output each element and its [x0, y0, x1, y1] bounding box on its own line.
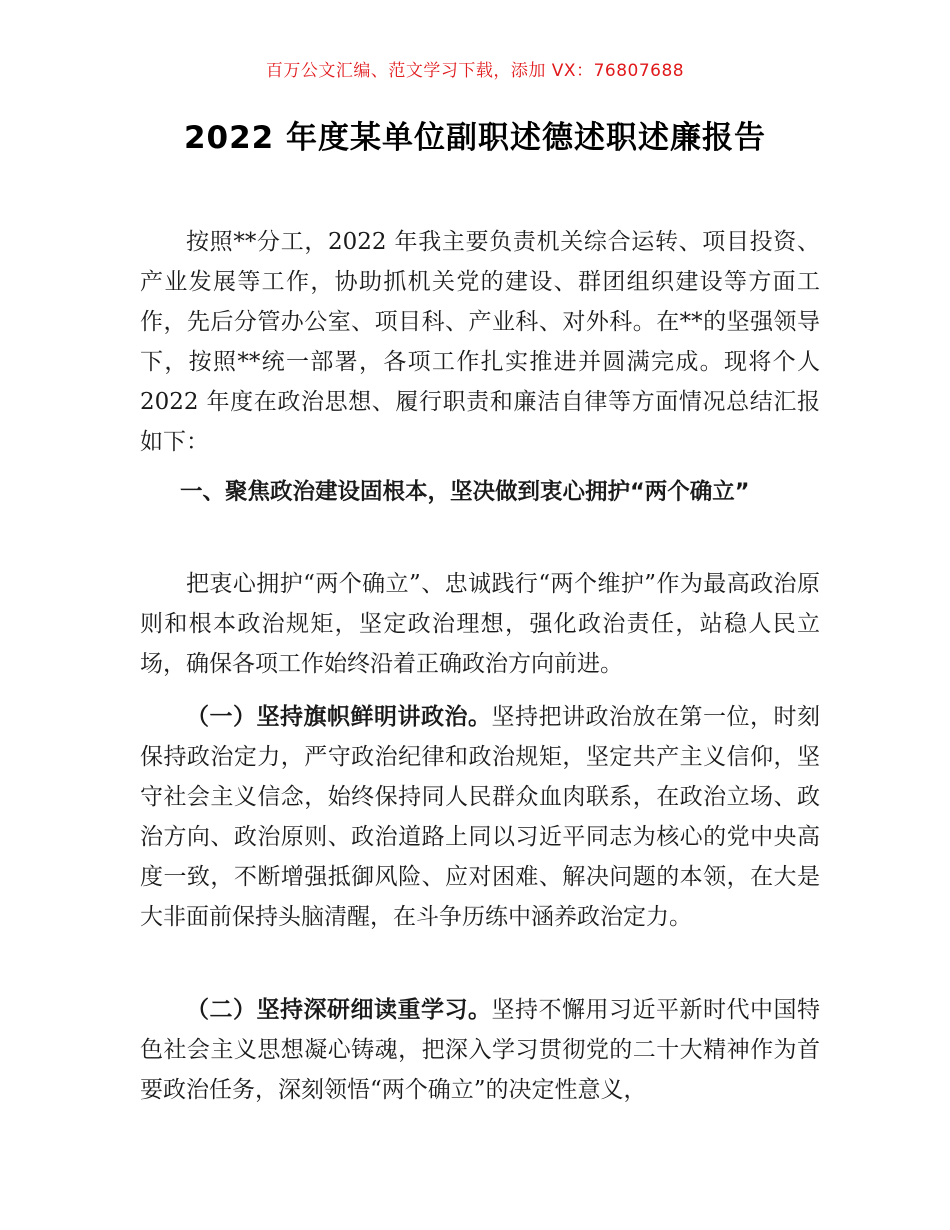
section-1-paragraph: 把衷心拥护“两个确立”、忠诚践行“两个维护”作为最高政治原则和根本政治规矩，坚定政治理想，强化政治责任，站稳人民立场，确保各项工作始终沿着正确政治方向前进。	[140, 571, 820, 677]
item-2-text: 坚持不懈用习近平新时代中国特色社会主义思想凝心铸魂，把深入学习贯彻党的二十大精神作为首要政治任务，深刻领悟“两个确立”的决定性意义，	[140, 997, 820, 1103]
item-1-text: 坚持把讲政治放在第一位，时刻保持政治定力，严守政治纪律和政治规矩，坚定共产主义信仰，坚守社会主义信念，始终保持同人民群众血肉联系，在政治立场、政治方向、政治原则、政治道路上同以习近平同志为核心的党中央高度一致，不断增强抵御风险、应对困难、解决问题的本领，在大是大非面前保持头脑清醒，在斗争历练中涵养政治定力。	[140, 704, 820, 930]
document-title: 2022 年度某单位副职述德述职述廉报告	[183, 120, 767, 156]
item-1-lead: （一）坚持旗帜鲜明讲政治。	[186, 704, 492, 730]
section-heading-1: 一、聚焦政治建设固根本，坚决做到衷心拥护“两个确立”	[180, 479, 750, 505]
item-2-lead: （二）坚持深研细读重学习。	[186, 997, 492, 1023]
header-banner: 百万公文汇编、范文学习下载，添加 VX：76807688	[265, 61, 685, 81]
item-1-paragraph	[140, 697, 820, 937]
intro-paragraph: 按照**分工，2022 年我主要负责机关综合运转、项目投资、产业发展等工作，协助抓机关党的建设、群团组织建设等方面工作，先后分管办公室、项目科、产业科、对外科。在**的坚强领导下，按照**统一部署，各项工作扎实推进并圆满完成。现将个人 2022 年度在政治思想、履行职责和廉洁自律等方面情况总结汇报如下：	[140, 229, 820, 455]
item-2-paragraph	[140, 990, 820, 1110]
